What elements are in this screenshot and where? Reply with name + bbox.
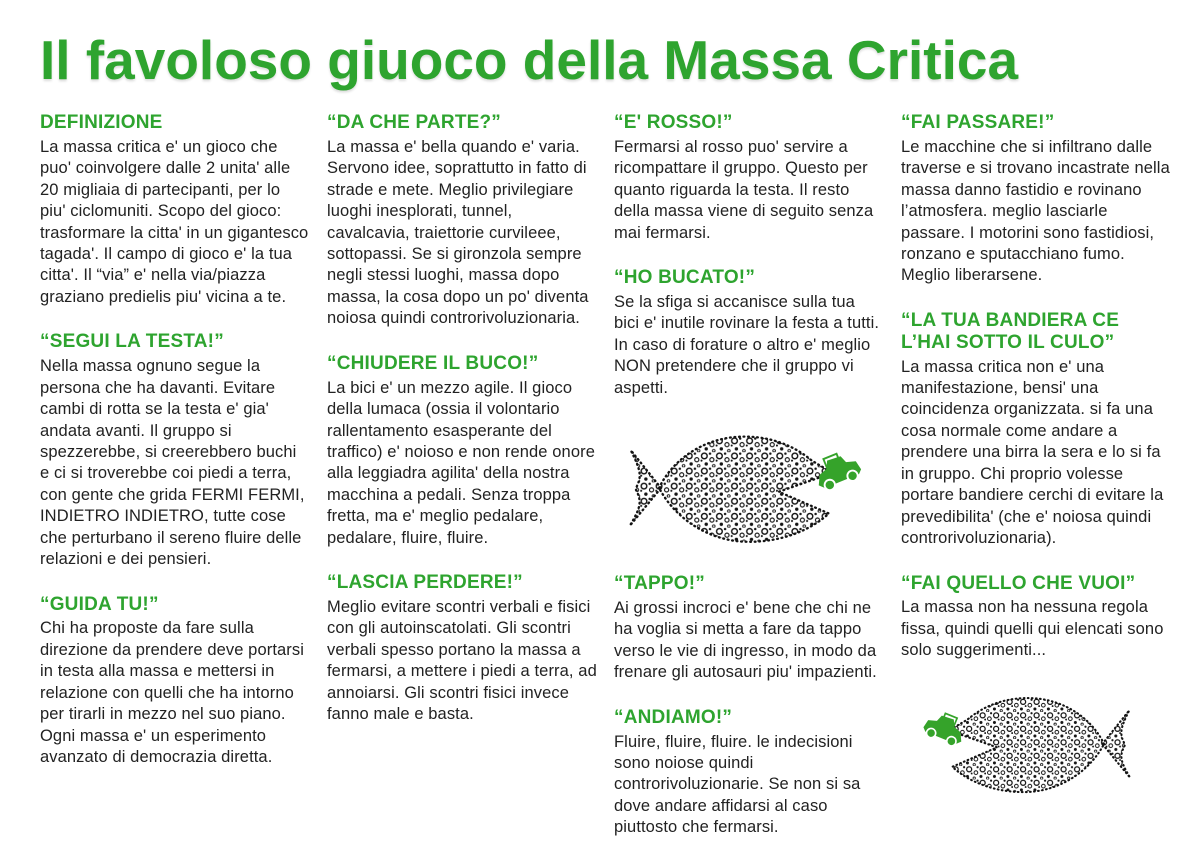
section-body: Le macchine che si infiltrano dalle traverse e si trovano incastrate nella massa danno fastidio e rovinano l’atmosfera. meglio lasciarle passare. I motorini sono fastidiosi, ronzano e sputacchiano fumo. Meglio liberarsene. <box>901 137 1170 285</box>
section-heading: “TAPPO!” <box>614 573 705 595</box>
section-e-rosso <box>614 112 884 244</box>
section-body: Nella massa ognuno segue la persona che ha davanti. Evitare cambi di rotta se la testa e' gia' andata avanti. Il gruppo si spezzerebbe, si creerebbero buchi e ci si troverebbe coi piedi a terra, con gente che grida FERMI FERMI, INDIETRO INDIETRO, tutte cose che perturbano il sereno fluire delle relazioni e dei pensieri. <box>40 357 305 569</box>
section-heading: “SEGUI LA TESTA!” <box>40 331 224 353</box>
bike-fish-right-illustration <box>624 422 884 559</box>
section-body: Chi ha proposte da fare sulla direzione da prendere deve portarsi in testa alla massa e mettersi in relazione con quelli che ha intorno per tirarli in mezzo nel suo piano. Ogni massa e' un esperimento avanzato di democrazia diretta. <box>40 619 304 767</box>
column-4 <box>901 112 1171 862</box>
column-1 <box>40 112 310 862</box>
section-body: La massa e' bella quando e' varia. Servono idee, soprattutto in fatto di strade e mete. Meglio privilegiare luoghi inesplorati, tunnel, cavalcavia, traiettorie curvileee, sottopassi. Se si gironzola sempre negli stessi luoghi, massa dopo massa, la cosa dopo un po' diventa noiosa quindi controrivoluzionaria. <box>327 137 589 328</box>
fish-of-bicycles-icon <box>923 685 1135 803</box>
bike-fish-left-illustration <box>923 685 1171 808</box>
section-body: Ai grossi incroci e' bene che chi ne ha voglia si metta a fare da tappo verso le vie di ingresso, in modo da frenare gli autosauri piu' impazienti. <box>614 598 877 682</box>
section-body: Meglio evitare scontri verbali e fisici con gli autoinscatolati. Gli scontri verbali spesso portano la massa a fermarsi, a mettere i piedi a terra, ad annoiarsi. Gli scontri fisici invece fanno male e basta. <box>327 597 597 724</box>
fish-of-bicycles-icon <box>624 422 862 554</box>
column-2 <box>327 112 597 862</box>
poster-title: Il favoloso giuoco della Massa Critica <box>40 29 1019 91</box>
section-body: La massa non ha nessuna regola fissa, quindi quelli qui elencati sono solo suggerimenti... <box>901 598 1164 660</box>
section-heading: “HO BUCATO!” <box>614 267 756 289</box>
section-andiamo <box>614 707 884 839</box>
column-3 <box>614 112 884 862</box>
section-heading: “FAI QUELLO CHE VUOI” <box>901 572 1136 594</box>
section-body: Fermarsi al rosso puo' servire a ricompattare il gruppo. Questo per quanto riguarda la testa. Il resto della massa viene di seguito senza mai fermarsi. <box>614 137 874 242</box>
section-heading: “GUIDA TU!” <box>40 593 159 615</box>
section-body: La bici e' un mezzo agile. Il gioco della lumaca (ossia il volontario rallentamento esasperante del traffico) e' noioso e non rende onore alla leggiadra agilita' della nostra macchina a pedali. Senza troppa fretta, ma e' meglio pedalare, pedalare, fluire, fluire. <box>327 378 595 547</box>
section-heading: “CHIUDERE IL BUCO!” <box>327 352 539 374</box>
section-heading: “ANDIAMO!” <box>614 706 733 728</box>
section-fai-quello-che-vuoi <box>901 573 1171 662</box>
section-heading: “FAI PASSARE!” <box>901 112 1055 133</box>
section-fai-passare <box>901 112 1171 287</box>
section-body: Fluire, fluire, fluire. le indecisioni sono noiose quindi controrivoluzionarie. Se non si sa dove andare affidarsi al caso piuttosto che fermarsi. <box>614 732 861 837</box>
section-chiudere-il-buco <box>327 353 597 549</box>
section-heading: “LA TUA BANDIERA CE L’HAI SOTTO IL CULO” <box>901 309 1120 353</box>
section-body: Se la sfiga si accanisce sulla tua bici e' inutile rovinare la festa a tutti. In caso di forature o altro e' meglio NON pretendere che il gruppo vi aspetti. <box>614 292 880 397</box>
section-tappo <box>614 573 884 684</box>
section-definizione <box>40 112 310 308</box>
columns-container <box>40 112 1170 862</box>
section-guida-tu <box>40 594 310 769</box>
section-heading: “E' ROSSO!” <box>614 112 733 133</box>
section-body: La massa critica non e' una manifestazione, bensi' una coincidenza organizzata. si fa una cosa normale come andare a prendere una birra la sera e lo si fa in gruppo. Chi proprio volesse portare bandiere cerchi di evitare la prevedibilita' (che e' noiosa quindi controrivoluzionaria). <box>901 357 1164 548</box>
section-heading: “LASCIA PERDERE!” <box>327 572 523 594</box>
section-ho-bucato <box>614 267 884 399</box>
section-heading: DEFINIZIONE <box>40 112 163 133</box>
section-da-che-parte <box>327 112 597 330</box>
section-heading: “DA CHE PARTE?” <box>327 112 501 133</box>
section-lascia-perdere <box>327 572 597 725</box>
section-segui-la-testa <box>40 331 310 570</box>
section-la-tua-bandiera <box>901 310 1171 550</box>
section-body: La massa critica e' un gioco che puo' coinvolgere dalle 2 unita' alle 20 migliaia di partecipanti, per lo piu' ciclomuniti. Scopo del gioco: trasformare la citta' in un gigantesco tagada'. Il campo di gioco e' la tua citta'. Il “via” e' nella via/piazza graziano predielis piu' vicina a te. <box>40 137 309 306</box>
